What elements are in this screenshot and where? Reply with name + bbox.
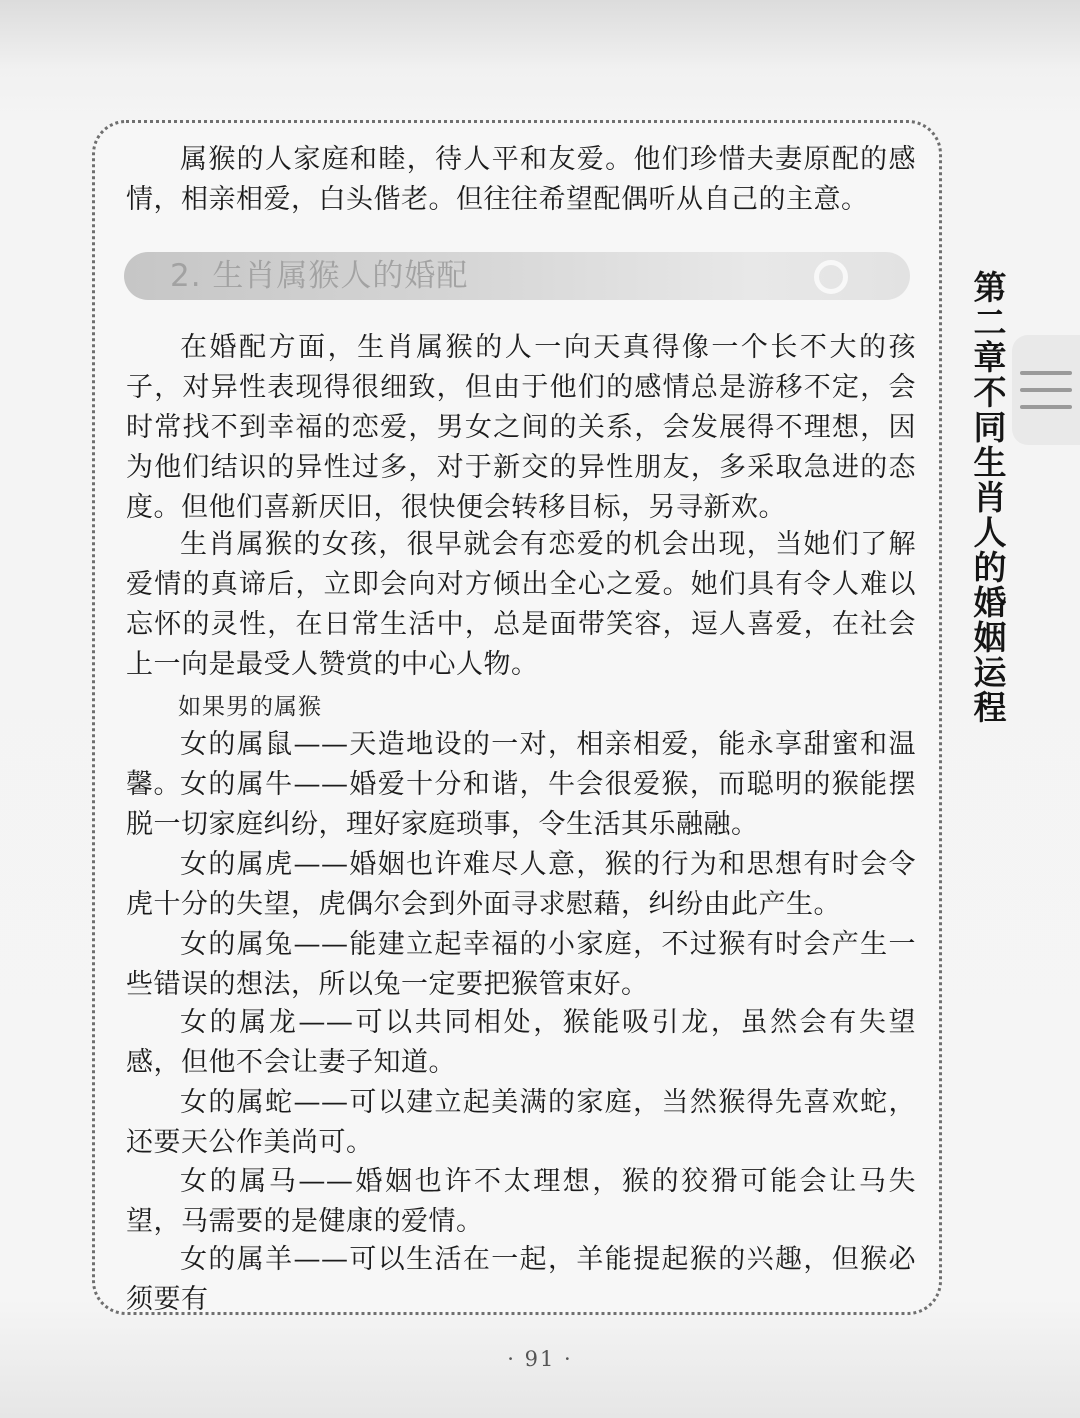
body-paragraph-2: 生肖属猴的女孩，很早就会有恋爱的机会出现，当她们了解爱情的真谛后，立即会向对方倾出全心之爱。她们具有令人难以忘怀的灵性，在日常生活中，总是面带笑容，逗人喜爱，在社会上一向是最受人赞赏的中心人物。 (126, 529, 916, 680)
page-number: · 91 · (507, 1347, 573, 1371)
section-title: 2. 生肖属猴人的婚配 (170, 258, 469, 294)
section-header-bar (124, 252, 910, 300)
intro-paragraph: 属猴的人家庭和睦，待人平和友爱。他们珍惜夫妻原配的感情，相亲相爱，白头偕老。但往往希望配偶听从自己的主意。 (126, 144, 916, 215)
list-item: 女的属兔——能建立起幸福的小家庭，不过猴有时会产生一些错误的想法，所以兔一定要把猴管束好。 (126, 929, 916, 1000)
list-item: 女的属牛——婚爱十分和谐，牛会很爱猴，而聪明的猴能摆脱一切家庭纠纷，理好家庭琐事，令生活其乐融融。 (126, 769, 916, 840)
list-item: 女的属羊——可以生活在一起，羊能提起猴的兴趣，但猴必须要有 (126, 1244, 916, 1315)
subheading: 如果男的属猴 (178, 694, 322, 720)
list-item: 女的属龙——可以共同相处，猴能吸引龙，虽然会有失望感，但他不会让妻子知道。 (126, 1007, 916, 1078)
list-item: 女的属鼠——天造地设的一对，相亲相爱，能永享甜蜜和温馨。 (126, 729, 916, 800)
list-item: 女的属虎——婚姻也许难尽人意，猴的行为和思想有时会令虎十分的失望，虎偶尔会到外面寻求慰藉，纠纷由此产生。 (126, 849, 916, 920)
chapter-side-title: 第二章 不同生肖人的婚姻运程 (973, 268, 1007, 727)
circle-icon (814, 260, 848, 294)
menu-icon[interactable] (1012, 335, 1080, 445)
list-item: 女的属马——婚姻也许不太理想，猴的狡猾可能会让马失望，马需要的是健康的爱情。 (126, 1166, 916, 1237)
list-item: 女的属蛇——可以建立起美满的家庭，当然猴得先喜欢蛇，还要天公作美尚可。 (126, 1087, 916, 1158)
body-paragraph-1: 在婚配方面，生肖属猴的人一向天真得像一个长不大的孩子，对异性表现得很细致，但由于他们的感情总是游移不定，会时常找不到幸福的恋爱，男女之间的关系，会发展得不理想，因为他们结识的异性过多，对于新交的异性朋友，多采取急进的态度。但他们喜新厌旧，很快便会转移目标，另寻新欢。 (126, 332, 916, 523)
